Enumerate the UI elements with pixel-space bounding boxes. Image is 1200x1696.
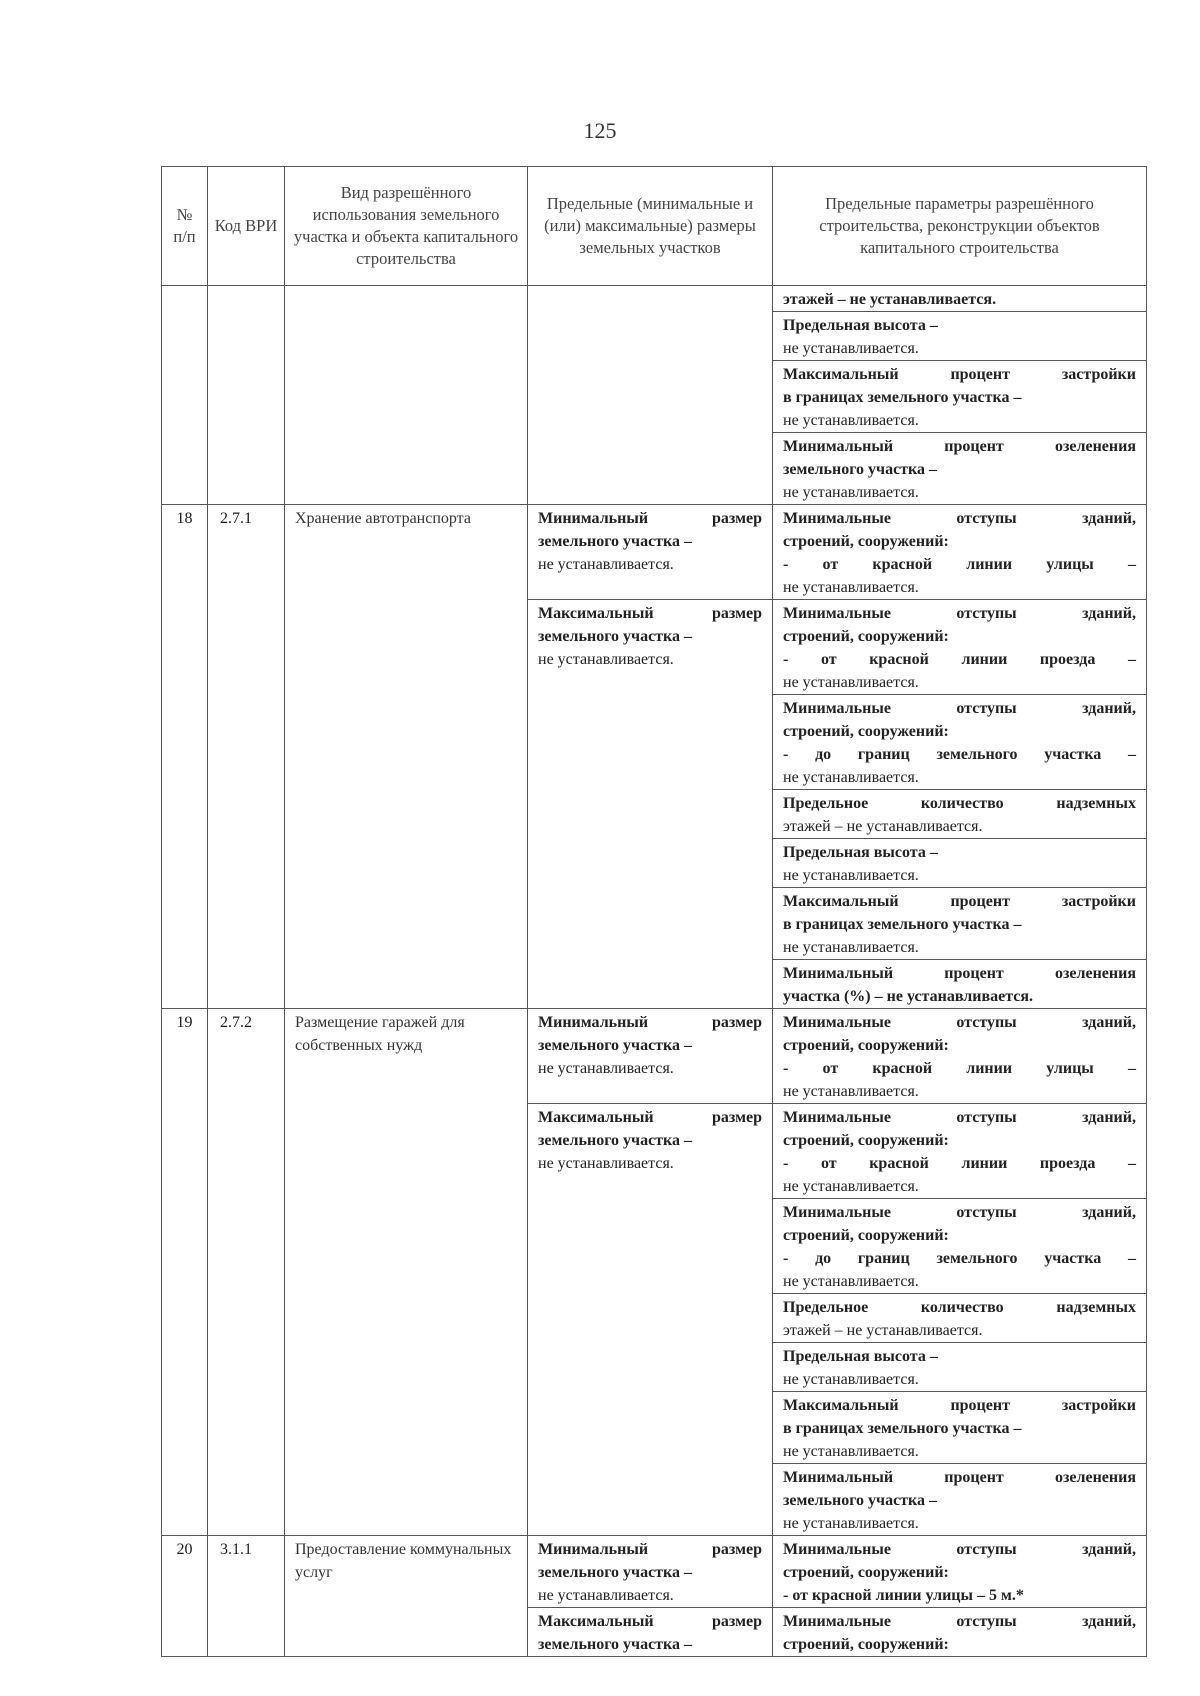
param-text: строений, сооружений: — [783, 1037, 949, 1054]
param-text: Минимальный процент озеленения — [783, 1469, 1136, 1486]
param-text: - до границ земельного участка – — [783, 1250, 1136, 1267]
header-plot-sizes: Предельные (минимальные и (или) максимальные) размеры земельных участков — [528, 167, 773, 286]
param-text: - до границ земельного участка – — [783, 746, 1136, 763]
size-text: не устанавливается. — [538, 556, 674, 573]
param-text: этажей – не устанавливается. — [783, 291, 997, 308]
param-cell — [773, 286, 1147, 312]
param-text: Минимальные отступы зданий, — [783, 1109, 1136, 1126]
param-text: участка (%) – не устанавливается. — [783, 988, 1033, 1005]
param-text: строений, сооружений: — [783, 1636, 949, 1653]
row-code: 2.7.1 — [208, 505, 285, 1009]
row-number: 18 — [162, 505, 208, 1009]
param-text: строений, сооружений: — [783, 1564, 949, 1581]
param-text: - от красной линии проезда – — [783, 651, 1136, 668]
param-text: не устанавливается. — [783, 340, 919, 357]
param-text: Минимальные отступы зданий, — [783, 1541, 1136, 1558]
param-cell — [773, 433, 1147, 505]
param-text: строений, сооружений: — [783, 628, 949, 645]
param-cell — [773, 1294, 1147, 1343]
param-text: не устанавливается. — [783, 1515, 919, 1532]
param-text: - от красной линии улицы – 5 м.* — [783, 1587, 1024, 1604]
param-cell — [773, 888, 1147, 960]
param-cell — [773, 1343, 1147, 1392]
size-text: Максимальный размер — [538, 605, 762, 622]
size-text: земельного участка – — [538, 628, 693, 645]
param-text: - от красной линии проезда – — [783, 1155, 1136, 1172]
param-text: этажей – не устанавливается. — [783, 1322, 983, 1339]
cont-code-cell — [208, 286, 285, 505]
param-text: не устанавливается. — [783, 412, 919, 429]
min-size-cell — [528, 1009, 773, 1104]
min-size-cell — [528, 505, 773, 600]
table-row-continuation — [162, 286, 1147, 312]
row-use-type: Предоставление коммунальных услуг — [285, 1536, 528, 1657]
size-text: земельного участка – — [538, 533, 693, 550]
param-text: Максимальный процент застройки — [783, 1397, 1136, 1414]
param-text: не устанавливается. — [783, 1443, 919, 1460]
param-cell — [773, 695, 1147, 790]
size-text: не устанавливается. — [538, 1587, 674, 1604]
param-text: не устанавливается. — [783, 1371, 919, 1388]
header-use-type: Вид разрешённого использования земельного участка и объекта капитального строительства — [285, 167, 528, 286]
max-size-cell — [528, 1104, 773, 1536]
table-row — [162, 1536, 1147, 1608]
table-row — [162, 1009, 1147, 1104]
param-text: Минимальные отступы зданий, — [783, 1204, 1136, 1221]
param-text: не устанавливается. — [783, 867, 919, 884]
param-cell — [773, 361, 1147, 433]
size-text: не устанавливается. — [538, 1060, 674, 1077]
param-cell — [773, 1536, 1147, 1608]
size-text: Минимальный размер — [538, 510, 762, 527]
param-text: строений, сооружений: — [783, 1132, 949, 1149]
param-cell — [773, 1392, 1147, 1464]
param-text: Предельная высота – — [783, 317, 938, 334]
header-code: Код ВРИ — [208, 167, 285, 286]
header-construction-params: Предельные параметры разрешённого строительства, реконструкции объектов капитального строительства — [773, 167, 1147, 286]
param-cell — [773, 960, 1147, 1009]
size-text: не устанавливается. — [538, 1155, 674, 1172]
row-use-type: Размещение гаражей для собственных нужд — [285, 1009, 528, 1536]
param-text: не устанавливается. — [783, 674, 919, 691]
param-text: земельного участка – — [783, 461, 938, 478]
param-text: земельного участка – — [783, 1492, 938, 1509]
row-number: 20 — [162, 1536, 208, 1657]
size-text: не устанавливается. — [538, 651, 674, 668]
param-text: не устанавливается. — [783, 484, 919, 501]
param-cell — [773, 839, 1147, 888]
param-text: Минимальные отступы зданий, — [783, 1014, 1136, 1031]
max-size-cell — [528, 1608, 773, 1657]
param-text: Предельное количество надземных — [783, 795, 1136, 812]
param-cell — [773, 505, 1147, 600]
param-text: строений, сооружений: — [783, 1227, 949, 1244]
param-text: этажей – не устанавливается. — [783, 818, 983, 835]
row-number: 19 — [162, 1009, 208, 1536]
size-text: Минимальный размер — [538, 1014, 762, 1031]
param-text: Предельное количество надземных — [783, 1299, 1136, 1316]
param-text: не устанавливается. — [783, 769, 919, 786]
row-code: 2.7.2 — [208, 1009, 285, 1536]
param-text: Максимальный процент застройки — [783, 893, 1136, 910]
row-code: 3.1.1 — [208, 1536, 285, 1657]
cont-name-cell — [285, 286, 528, 505]
param-text: строений, сооружений: — [783, 533, 949, 550]
param-text: в границах земельного участка – — [783, 916, 1022, 933]
cont-size-cell — [528, 286, 773, 505]
param-cell — [773, 1009, 1147, 1104]
size-text: земельного участка – — [538, 1636, 693, 1653]
param-text: Максимальный процент застройки — [783, 366, 1136, 383]
param-text: Минимальные отступы зданий, — [783, 700, 1136, 717]
size-text: Максимальный размер — [538, 1109, 762, 1126]
param-cell — [773, 1104, 1147, 1199]
table-header-row — [162, 167, 1147, 286]
size-text: земельного участка – — [538, 1564, 693, 1581]
param-text: Минимальные отступы зданий, — [783, 1613, 1136, 1630]
size-text: земельного участка – — [538, 1037, 693, 1054]
table-row — [162, 505, 1147, 600]
param-text: не устанавливается. — [783, 579, 919, 596]
param-text: - от красной линии улицы – — [783, 556, 1136, 573]
max-size-cell — [528, 600, 773, 1009]
param-text: Предельная высота – — [783, 844, 938, 861]
param-cell — [773, 600, 1147, 695]
page-number: 125 — [583, 118, 617, 143]
row-use-type: Хранение автотранспорта — [285, 505, 528, 1009]
param-text: Минимальные отступы зданий, — [783, 605, 1136, 622]
param-text: Предельная высота – — [783, 1348, 938, 1365]
param-cell — [773, 790, 1147, 839]
param-text: в границах земельного участка – — [783, 1420, 1022, 1437]
param-text: не устанавливается. — [783, 1178, 919, 1195]
land-use-regulations-table — [161, 166, 1147, 1657]
param-text: не устанавливается. — [783, 939, 919, 956]
size-text: земельного участка – — [538, 1132, 693, 1149]
param-cell — [773, 1464, 1147, 1536]
min-size-cell — [528, 1536, 773, 1608]
param-text: Минимальные отступы зданий, — [783, 510, 1136, 527]
param-text: строений, сооружений: — [783, 723, 949, 740]
param-cell — [773, 1608, 1147, 1657]
param-text: Минимальный процент озеленения — [783, 965, 1136, 982]
param-text: в границах земельного участка – — [783, 389, 1022, 406]
param-cell — [773, 1199, 1147, 1294]
param-cell — [773, 312, 1147, 361]
param-text: - от красной линии улицы – — [783, 1060, 1136, 1077]
param-text: Минимальный процент озеленения — [783, 438, 1136, 455]
header-num: № п/п — [162, 167, 208, 286]
size-text: Максимальный размер — [538, 1613, 762, 1630]
size-text: Минимальный размер — [538, 1541, 762, 1558]
param-text: не устанавливается. — [783, 1273, 919, 1290]
cont-num-cell — [162, 286, 208, 505]
param-text: не устанавливается. — [783, 1083, 919, 1100]
